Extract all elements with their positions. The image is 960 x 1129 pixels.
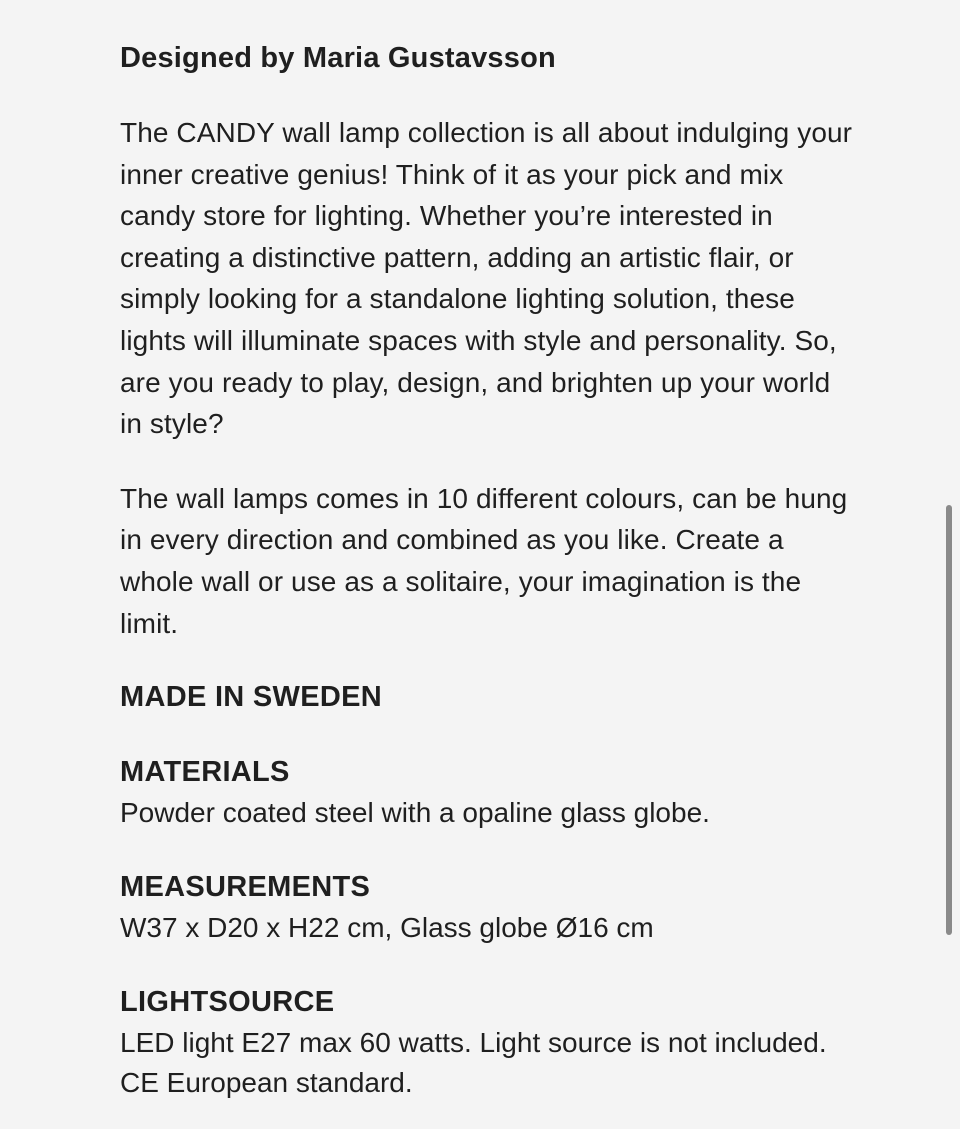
description-paragraph-1: The CANDY wall lamp collection is all about indulging your inner creative genius! Think of it as your pick and mix candy store for lighting. Whether you’re interested in creating a distinctive pattern, adding an artistic flair, or simply looking for a standalone lighting solution, these lights will illuminate spaces with style and personality. So, are you ready to play, design, and brighten up your world in style? bbox=[120, 117, 853, 440]
measurements-section bbox=[120, 867, 860, 948]
lightsource-section bbox=[120, 982, 860, 1103]
product-description bbox=[120, 36, 860, 1129]
made-in-heading: MADE IN SWEDEN bbox=[120, 681, 382, 714]
materials-heading: MATERIALS bbox=[120, 756, 290, 789]
materials-text: Powder coated steel with a opaline glass globe. bbox=[120, 797, 710, 829]
description-paragraph-2: The wall lamps comes in 10 different colours, can be hung in every direction and combined as you like. Create a whole wall or use as a solitaire, your imagination is the limit. bbox=[120, 482, 848, 639]
made-in-section bbox=[120, 677, 860, 718]
designer-credit: Designed by Maria Gustavsson bbox=[120, 42, 556, 74]
scrollbar-thumb[interactable] bbox=[946, 505, 952, 935]
materials-section bbox=[120, 752, 860, 833]
measurements-heading: MEASUREMENTS bbox=[120, 871, 371, 904]
lightsource-heading: LIGHTSOURCE bbox=[120, 986, 335, 1019]
measurements-text: W37 x D20 x H22 cm, Glass globe Ø16 cm bbox=[120, 912, 654, 944]
lightsource-text-line-2: CE European standard. bbox=[120, 1067, 413, 1099]
lightsource-text-line-1: LED light E27 max 60 watts. Light source is not included. bbox=[120, 1027, 827, 1059]
